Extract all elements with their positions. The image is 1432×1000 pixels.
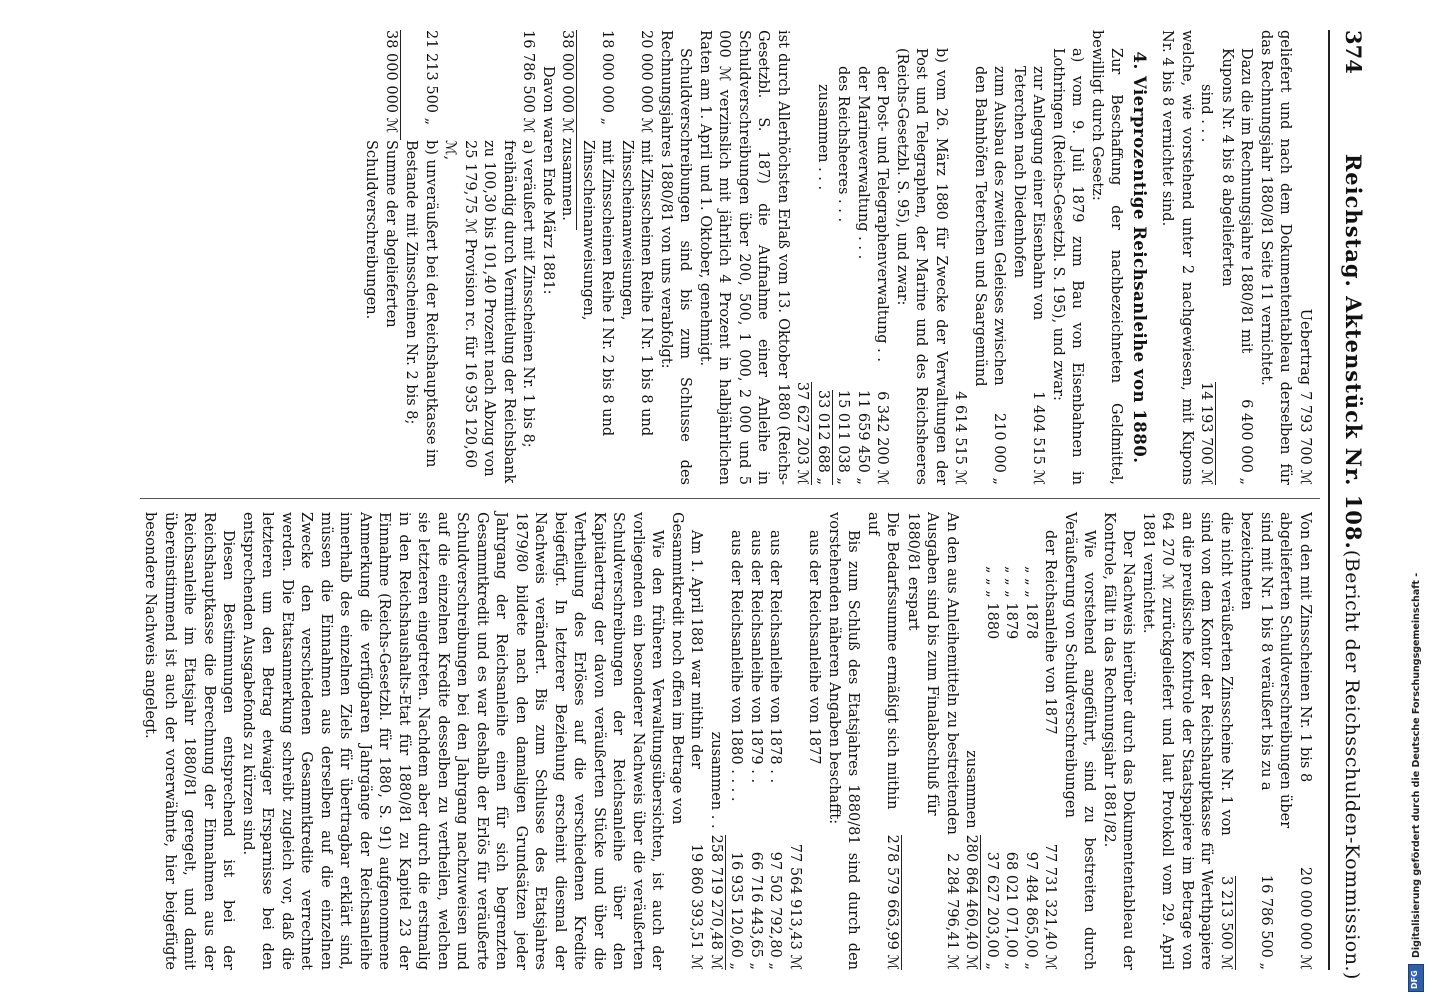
final-amount: 38 000 000 ℳ xyxy=(381,30,402,140)
item-row xyxy=(970,30,1009,485)
amount-label: Die Bedarfssumme ermäßigt sich mithin auf xyxy=(865,512,901,810)
paragraph: sind von dem Kontor der Reichshauptkasse für Werthpapiere an die preußische Kontrole der Staatspapiere im Betrage von 64 270 ℳ zurückgeliefert und laut Protokoll vom 29. April 1881 vernichtet. xyxy=(1140,512,1215,970)
item-amount: 15 011 038 „ xyxy=(835,389,852,485)
paragraph: Wie den früheren Verwaltungsübersichten, ist auch der vorliegenden ein besonderer Nachweis über die veräußerten Schuldverschreibungen der Reichsanleihe über den Kapitalertrag der davon veräußerten Stücke und über die Vertheilung des Erlöses auf die verschiedenen Kredite beigefügt. In letzterer Beziehung erscheint diesmal der Nachweis verändert. Bis zum Schlusse des Etatsjahres 1879/80 bildete nach den damaligen Grundsätzen jeder Jahrgang der Reichsanleihe einen für sich begrenzten Gesammtkredit und es war deshalb der Erlös für veräußerte Schuldverschreibungen bei den Jahrgang nachzuweisen und auf die einzelnen Kredite desselben zu vertheilen, welchen sie letzteren eingetreten. Nachdem aber durch die erstmalig in den Reichshaushalts-Etat für 1880/81 zu Kapitel 23 der Einnahme (Reichs-Gesetzbl. für 1880, S. 91) aufgenommene Anmerkung die verfügbaren Jahrgänge der Reichsanleihe innerhalb des einzelnen Ziels für übertragbar erklärt sind, müssen die Einnahmen aus derselben auf die einzelnen Zwecke den verschiedenen Gesammtkredite verrechnet werden. Die Etatsanmerkung schreibt zugleich vor, daß die letzteren um den Betrag etwaiger Ersparnisse bei den entsprechenden Ausgabefonds zu kürzen sind. xyxy=(240,512,666,970)
item-amount: 1 404 515 ℳ xyxy=(1030,391,1047,485)
subtotal-amount: 4 614 515 ℳ xyxy=(952,391,969,485)
sold-text: b) unveräußert bei der Reichshauptkasse im Bestande mit Zinsscheinen Nr. 2 bis 8; xyxy=(403,140,439,468)
amount-value: 20 000 000 ℳ xyxy=(1297,866,1313,970)
left-column xyxy=(361,30,1314,485)
digitization-sidebar xyxy=(1400,0,1432,1000)
paragraph: Wie vorstehend angeführt, sind zu bestreiten durch Veräußerung von Schuldverschreibungen xyxy=(1062,512,1098,970)
subtotal-label: zusammen . . . xyxy=(815,84,831,191)
loan-label: „ „ „ 1880 xyxy=(984,566,1000,640)
item-amount: 6 342 200 ℳ xyxy=(874,391,891,485)
amount-label: sind mit Nr. 1 bis 8 veräußert bis zu a bezeichneten xyxy=(1238,512,1274,791)
item-label: der Marineverwaltung . . . xyxy=(855,66,871,260)
subtotal-row xyxy=(950,30,970,485)
amount-value: 6 400 000 „ xyxy=(1238,399,1255,485)
column-divider xyxy=(140,498,1320,499)
subtotal-label: zusammen xyxy=(963,750,980,829)
loan-label: „ „ „ 1878 xyxy=(1023,566,1039,640)
credit-text: Digitalisierung gefördert durch die Deutsche Forschungsgemeinschaft - xyxy=(1410,572,1422,958)
sold-amount: 21 213 500 „ xyxy=(423,30,439,126)
loan-amount: 77 731 321,40 ℳ xyxy=(1042,843,1059,970)
sold-text: a) veräußert mit Zinsscheinen Nr. 1 bis 8; freihändig durch Vermittelung der Reichsbank zu 100,30 bis 101,40 Prozent nach Abzug von 25 179,75 ℳ Provision rc. für 16 935 120,60 ℳ, xyxy=(442,140,537,484)
raised-amount: 16 935 120,60 „ xyxy=(728,851,745,970)
item-amount: 210 000 „ xyxy=(991,412,1008,485)
carry-label: Uebertrag xyxy=(1297,308,1313,386)
loan-amount: 97 484 865,00 „ xyxy=(1023,851,1039,970)
amount-label: Am 1. April 1881 war mithin der Gesammtkredit noch offen im Betrage von xyxy=(669,512,705,825)
total-row xyxy=(792,30,813,485)
loan-row xyxy=(1040,512,1060,970)
raised-row xyxy=(746,512,766,970)
final-row xyxy=(361,30,401,485)
loan-amount: 68 021 071,00 „ xyxy=(1003,851,1020,970)
amount-row xyxy=(1275,512,1314,970)
issue-total: 38 000 000 ℳ zusammen. xyxy=(557,30,578,230)
right-column xyxy=(140,512,1314,970)
loan-label: „ „ „ 1879 xyxy=(1003,566,1020,640)
loan-row xyxy=(1021,512,1041,970)
header-rule xyxy=(1328,30,1330,970)
issue-amount: 18 000 000 „ xyxy=(599,30,616,126)
amount-row xyxy=(1216,512,1237,970)
amount-value: 19 860 393,51 ℳ xyxy=(688,843,705,970)
page-number: 374 xyxy=(1341,30,1366,74)
subtotal-amount: 33 012 688 „ xyxy=(813,390,834,485)
subtotal-amount: 280 864 460,40 ℳ xyxy=(961,835,982,970)
amount-row xyxy=(1217,30,1256,485)
subtotal-amount: 258 719 270,48 ℳ xyxy=(706,835,727,970)
amount-label: die nicht veräußerten Zinsscheine Nr. 1 von xyxy=(1218,512,1234,836)
total-amount: 37 627 203 ℳ xyxy=(792,382,813,485)
raised-row xyxy=(765,512,785,970)
sold-row xyxy=(401,30,440,485)
item-label: des Reichsheeres . . . xyxy=(835,66,852,223)
raised-amount: 97 502 792,80 „ xyxy=(767,851,784,970)
subtotal-row xyxy=(813,30,834,485)
paragraph: Zur Beschaffung der nachbezeichneten Geldmittel, bewilligt durch Gesetz: xyxy=(1089,30,1125,485)
dfg-logo-icon xyxy=(1408,964,1424,992)
amount-row xyxy=(1236,512,1275,970)
running-title: Reichstag. Aktenstück Nr. 108. xyxy=(1341,153,1366,550)
report-title: (Bericht der Reichsschulden-Kommission.) xyxy=(1341,549,1363,980)
amount-row xyxy=(1196,30,1217,485)
amount-value: 16 786 500 „ xyxy=(1258,874,1274,970)
paragraph: geliefert und nach dem Dokumententableau derselben für das Rechnungsjahr 1880/81 Seite 11 vernichtet. xyxy=(1258,30,1294,485)
issue-text: mit Zinsscheinen Reihe I Nr. 2 bis 8 und Zinsscheinanweisungen, xyxy=(580,140,616,437)
paragraph: b) vom 26. März 1880 für Zwecke der Verwaltungen der Post und Telegraphen, der Marine und des Reichsheeres (Reichs-Gesetzbl. S. 95), und zwar: xyxy=(894,48,949,485)
amount-label: An den aus Anleihemitteln zu bestreitenden Ausgaben sind bis zum Finalabschluß für 1880/81 erspart xyxy=(905,512,960,835)
item-label: zum Ausbau des zweiten Geleises zwischen den Bahnhöfen Teterchen und Saargemünd xyxy=(972,66,1008,387)
subtotal-label: zusammen . . xyxy=(708,731,724,829)
amount-row xyxy=(667,512,706,970)
amount-value: 3 213 500 ℳ xyxy=(1216,876,1237,970)
loan-amount: 37 627 203,00 „ xyxy=(984,851,1000,970)
issue-row xyxy=(578,30,617,485)
amount-row xyxy=(903,512,962,970)
amount-value: 278 579 663,99 ℳ xyxy=(882,835,903,970)
issue-row xyxy=(617,30,656,485)
raised-row xyxy=(785,512,805,970)
amount-label: Von den mit Zinsscheinen Nr. 1 bis 8 abgelieferten Schuldverschreibungen über xyxy=(1277,512,1313,829)
item-row xyxy=(853,30,873,485)
loan-label: der Reichsanleihe von 1877 xyxy=(1042,530,1059,735)
paragraph: Davon waren Ende März 1881: xyxy=(540,66,556,295)
amount-label: Dazu die im Rechnungsjahre 1880/81 mit Kupons Nr. 4 bis 8 abgelieferten xyxy=(1219,48,1255,354)
carry-amount: 7 793 700 ℳ xyxy=(1297,391,1313,485)
raised-amount: 66 716 443,65 „ xyxy=(748,851,764,970)
item-label: zur Anlegung einer Eisenbahn von Teterchen nach Diedenhofen xyxy=(1011,66,1047,321)
raised-label: aus der Reichsanleihe von 1879 . . xyxy=(748,530,764,784)
item-amount: 11 659 450 „ xyxy=(855,389,871,485)
amount-row xyxy=(863,512,903,970)
raised-row xyxy=(726,512,746,970)
carry-row xyxy=(1295,30,1315,485)
issue-text: mit Zinsscheinen Reihe I Nr. 1 bis 8 und Zinsscheinanweisungen, xyxy=(619,140,655,437)
paragraph: welche, wie vorstehend unter 2 nachgewiesen, mit Kupons Nr. 4 bis 8 vernichtet sind. xyxy=(1159,30,1195,485)
item-label: der Post- und Telegraphenverwaltung . . xyxy=(874,66,891,363)
item-row xyxy=(872,30,892,485)
paragraph: Der Nachweis hierüber durch das Dokumententableau der Kontrole, fällt in das Rechnungsjahr 1881/82. xyxy=(1101,512,1137,970)
paragraph: a) vom 9. Juli 1879 zum Bau von Eisenbahnen in Lothringen (Reichs-Gesetzbl. S. 195), und zwar: xyxy=(1050,48,1086,485)
sold-row xyxy=(440,30,538,485)
paragraph: ist durch Allerhöchsten Erlaß vom 13. Oktober 1880 (Reichs-Gesetzbl. S. 187) die Aufnahme einer Anleihe in Schuldverschreibungen über 200, 500, 1 000, 2 000 und 5 000 ℳ verzinslich mit jährlich 4 Prozent in halbjährlichen Raten am 1. April und 1. Oktober, genehmigt. xyxy=(697,30,791,485)
page-header xyxy=(1336,30,1366,980)
amount-label: sind . . . xyxy=(1198,84,1215,143)
issue-amount: 20 000 000 ℳ xyxy=(638,30,655,134)
raised-label: aus der Reichsanleihe von 1880 . . . . xyxy=(728,530,745,802)
subtotal-row xyxy=(706,512,727,970)
digitization-credit xyxy=(1400,0,1432,1000)
sold-amount: 16 786 500 ℳ xyxy=(520,30,537,134)
paragraph: Schuldverschreibungen sind bis zum Schlusse des Rechnungsjahres 1880/81 von uns verabfolgt: xyxy=(658,30,694,485)
amount-value: 2 284 796,41 ℳ xyxy=(944,853,960,970)
subtotal-row xyxy=(961,512,982,970)
scanned-page xyxy=(100,0,1400,1000)
raised-amount: 77 564 913,43 ℳ xyxy=(787,843,803,970)
final-text: Summe der abgelieferten Schuldverschreibungen. xyxy=(363,140,399,328)
paragraph: Diesen Bestimmungen entsprechend ist bei der Reichshauptkasse die Berechnung der Einnahmen aus der Reichsanleihe im Etatsjahr 1880/81 geregelt, und damit übereinstimmend ist auch der vorerwähnte, hier beigefügte besondere Nachweis angelegt. xyxy=(142,512,237,970)
amount-value: 14 193 700 ℳ xyxy=(1196,382,1217,485)
paragraph: aus der Reichsanleihe von 1877 xyxy=(806,530,823,765)
loan-row xyxy=(982,512,1002,970)
raised-label: aus der Reichsanleihe von 1878 . . xyxy=(767,530,784,784)
item-row xyxy=(833,30,853,485)
loan-row xyxy=(1001,512,1021,970)
paragraph: Bis zum Schluß des Etatsjahres 1880/81 sind durch den vorstehenden näheren Angaben beschafft: xyxy=(826,512,862,970)
section-heading: 4. Vierprozentige Reichsanleihe von 1880. xyxy=(1130,51,1149,464)
item-row xyxy=(1009,30,1048,485)
